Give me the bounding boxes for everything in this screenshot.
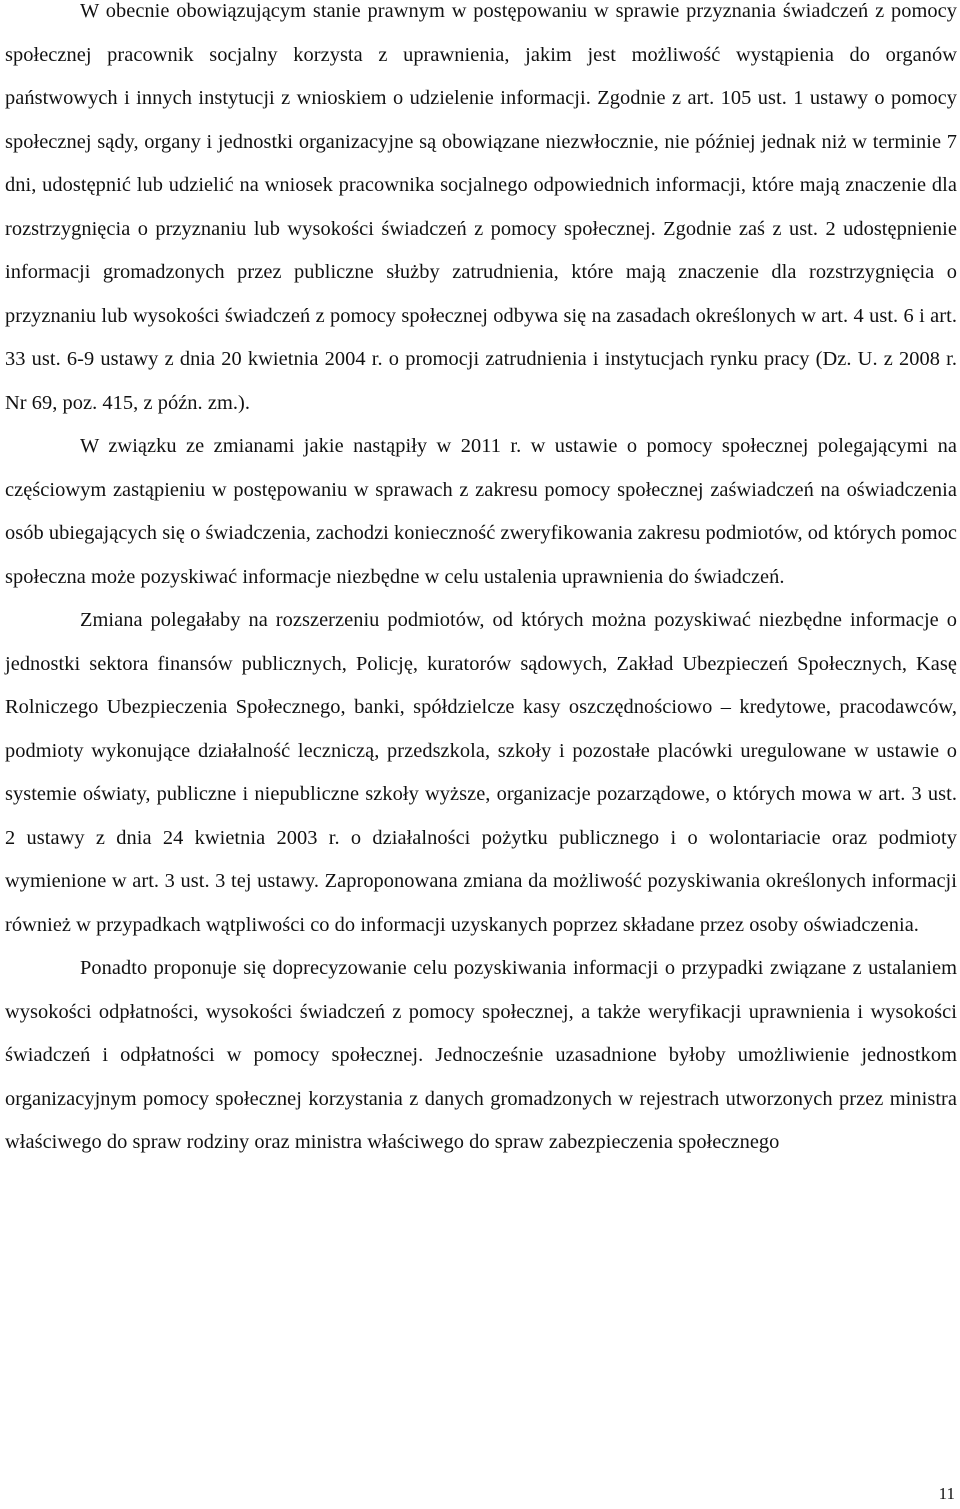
page-number: 11 — [938, 1484, 955, 1503]
document-page — [5, 0, 957, 1165]
paragraph-2: W związku ze zmianami jakie nastąpiły w 2011 r. w ustawie o pomocy społecznej polegającymi na częściowym zastąpieniu w postępowaniu w sprawach z zakresu pomocy społecznej zaświadczeń na oświadczenia osób ubiegających się o świadczenia, zachodzi konieczność zweryfikowania zakresu podmiotów, od których pomoc społeczna może pozyskiwać informacje niezbędne w celu ustalenia uprawnienia do świadczeń. — [5, 435, 957, 588]
paragraph-1: W obecnie obowiązującym stanie prawnym w postępowaniu w sprawie przyznania świadczeń z pomocy społecznej pracownik socjalny korzysta z uprawnienia, jakim jest możliwość wystąpienia do organów państwowych i innych instytucji z wnioskiem o udzielenie informacji. Zgodnie z art. 105 ust. 1 ustawy o pomocy społecznej sądy, organy i jednostki organizacyjne są obowiązane niezwłocznie, nie później jednak niż w terminie 7 dni, udostępnić lub udzielić na wniosek pracownika socjalnego odpowiednich informacji, które mają znaczenie dla rozstrzygnięcia o przyznaniu lub wysokości świadczeń z pomocy społecznej. Zgodnie zaś z ust. 2 udostępnienie informacji gromadzonych przez publiczne służby zatrudnienia, które mają znaczenie dla rozstrzygnięcia o przyznaniu lub wysokości świadczeń z pomocy społecznej odbywa się na zasadach określonych w art. 4 ust. 6 i art. 33 ust. 6-9 ustawy z dnia 20 kwietnia 2004 r. o promocji zatrudnienia i instytucjach rynku pracy (Dz. U. z 2008 r. Nr 69, poz. 415, z późn. zm.). — [5, 0, 957, 414]
paragraph-4: Ponadto proponuje się doprecyzowanie celu pozyskiwania informacji o przypadki związane z ustalaniem wysokości odpłatności, wysokości świadczeń z pomocy społecznej, a także weryfikacji uprawnienia i wysokości świadczeń i odpłatności w pomocy społecznej. Jednocześnie uzasadnione byłoby umożliwienie jednostkom organizacyjnym pomocy społecznej korzystania z danych gromadzonych w rejestrach utworzonych przez ministra właściwego do spraw rodziny oraz ministra właściwego do spraw zabezpieczenia społecznego — [5, 957, 957, 1153]
paragraph-3: Zmiana polegałaby na rozszerzeniu podmiotów, od których można pozyskiwać niezbędne informacje o jednostki sektora finansów publicznych, Policję, kuratorów sądowych, Zakład Ubezpieczeń Społecznych, Kasę Rolniczego Ubezpieczenia Społecznego, banki, spółdzielcze kasy oszczędnościowo – kredytowe, pracodawców, podmioty wykonujące działalność leczniczą, przedszkola, szkoły i pozostałe placówki uregulowane w ustawie o systemie oświaty, publiczne i niepubliczne szkoły wyższe, organizacje pozarządowe, o których mowa w art. 3 ust. 2 ustawy z dnia 24 kwietnia 2003 r. o działalności pożytku publicznego i o wolontariacie oraz podmioty wymienione w art. 3 ust. 3 tej ustawy. Zaproponowana zmiana da możliwość pozyskiwania określonych informacji również w przypadkach wątpliwości co do informacji uzyskanych poprzez składane przez osoby oświadczenia. — [5, 609, 957, 936]
